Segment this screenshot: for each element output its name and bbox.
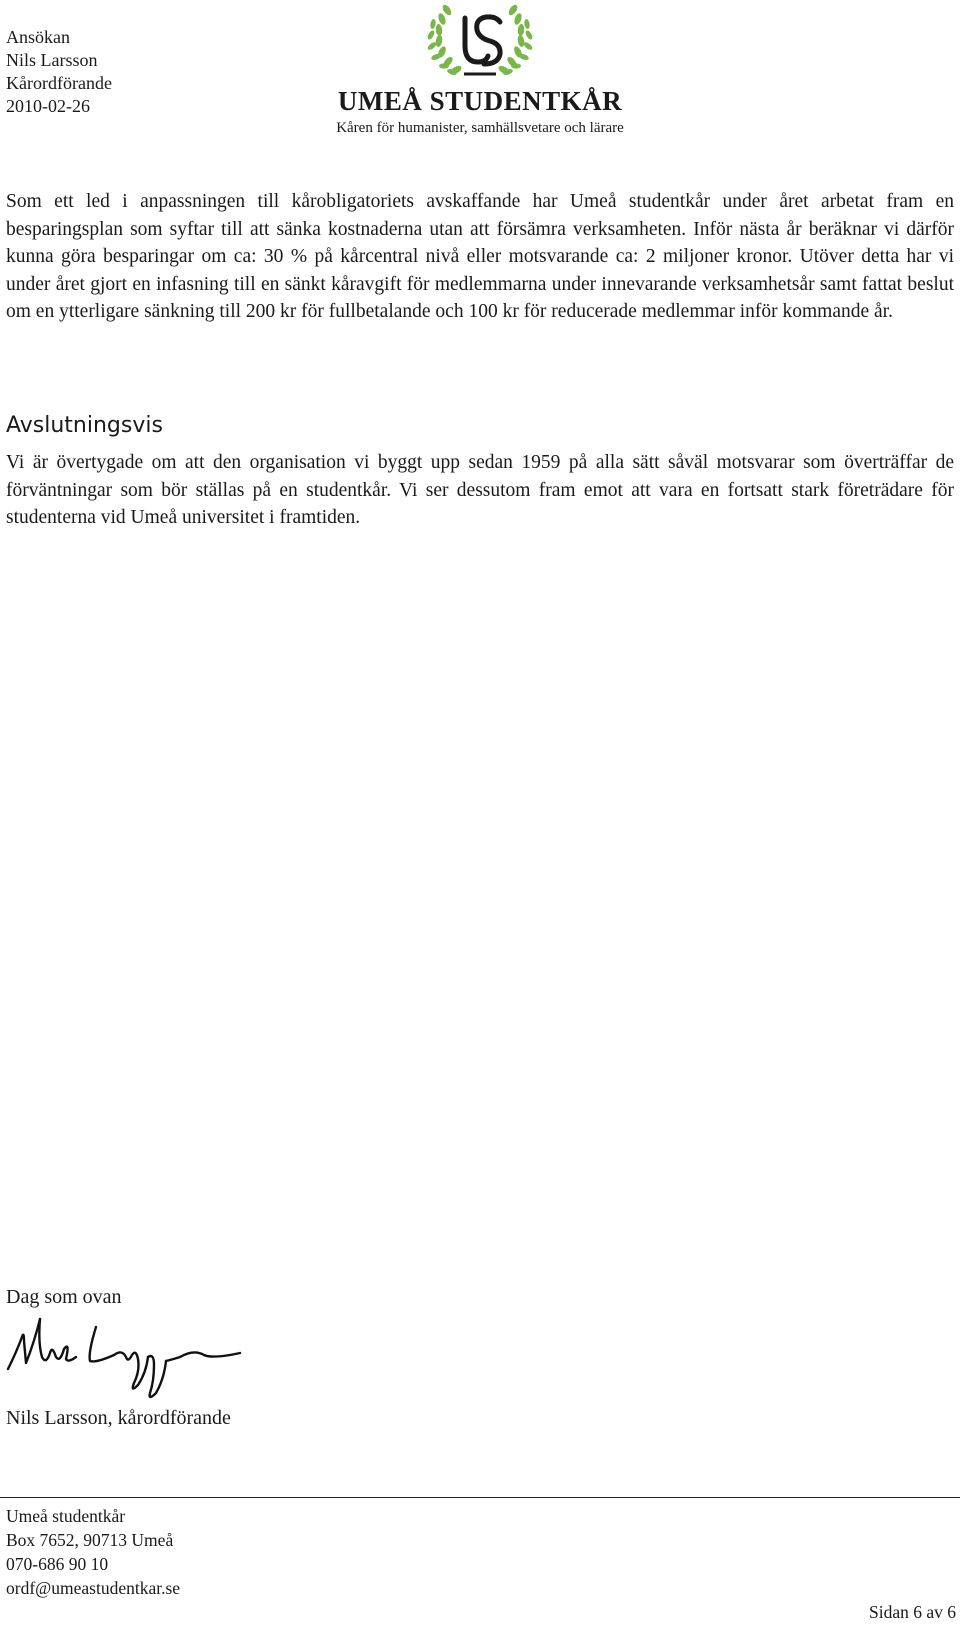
doc-type: Ansökan bbox=[6, 27, 70, 47]
laurel-us-emblem-icon bbox=[420, 0, 540, 86]
footer-address bbox=[6, 1504, 180, 1600]
footer-postal-address: Box 7652, 90713 Umeå bbox=[6, 1530, 174, 1550]
author-role: Kårordförande bbox=[6, 73, 112, 93]
signer-name: Nils Larsson, kårordförande bbox=[6, 1407, 231, 1429]
closing-line: Dag som ovan bbox=[6, 1286, 122, 1308]
body-paragraph-1: Som ett led i anpassningen till kårobligatoriets avskaffande har Umeå studentkår under året arbetat fram en besparingsplan som syftar till att sänka kostnaderna utan att försämra verksamheten. Inför nästa år beräknar vi därför kunna göra besparingar om ca: 30 % på kårcentral nivå eller motsvarande ca: 2 miljoner kronor. Utöver detta har vi under året gjort en infasning till en sänkt kåravgift för medlemmarna under innevarande verksamhetsår samt fattat beslut om en ytterligare sänkning till 200 kr för fullbetalande och 100 kr för reducerade medlemmar inför kommande år. bbox=[6, 191, 954, 322]
footer-org-name: Umeå studentkår bbox=[6, 1506, 126, 1526]
page-number: Sidan 6 av 6 bbox=[868, 1602, 956, 1622]
doc-date: 2010-02-26 bbox=[6, 96, 90, 116]
body-paragraph-2: Vi är övertygade om att den organisation vi byggt upp sedan 1959 på alla sätt såväl motsvarar som överträffar de förväntningar som bör ställas på en studentkår. Vi ser dessutom fram emot att vara en fortsatt stark företrädare för studenterna vid Umeå universitet i framtiden. bbox=[6, 452, 954, 528]
footer-divider bbox=[0, 1497, 960, 1498]
section-heading: Avslutningsvis bbox=[6, 413, 163, 438]
handwritten-signature-icon bbox=[4, 1313, 244, 1405]
footer-email[interactable]: ordf@umeastudentkar.se bbox=[6, 1578, 181, 1598]
author-name: Nils Larsson bbox=[6, 50, 98, 70]
header-meta bbox=[6, 26, 112, 118]
organization-tagline: Kåren för humanister, samhällsvetare och lärare bbox=[336, 120, 624, 136]
footer-phone: 070-686 90 10 bbox=[6, 1554, 109, 1574]
organization-name: UMEÅ STUDENTKÅR bbox=[337, 86, 623, 116]
organization-logo bbox=[320, 0, 640, 140]
